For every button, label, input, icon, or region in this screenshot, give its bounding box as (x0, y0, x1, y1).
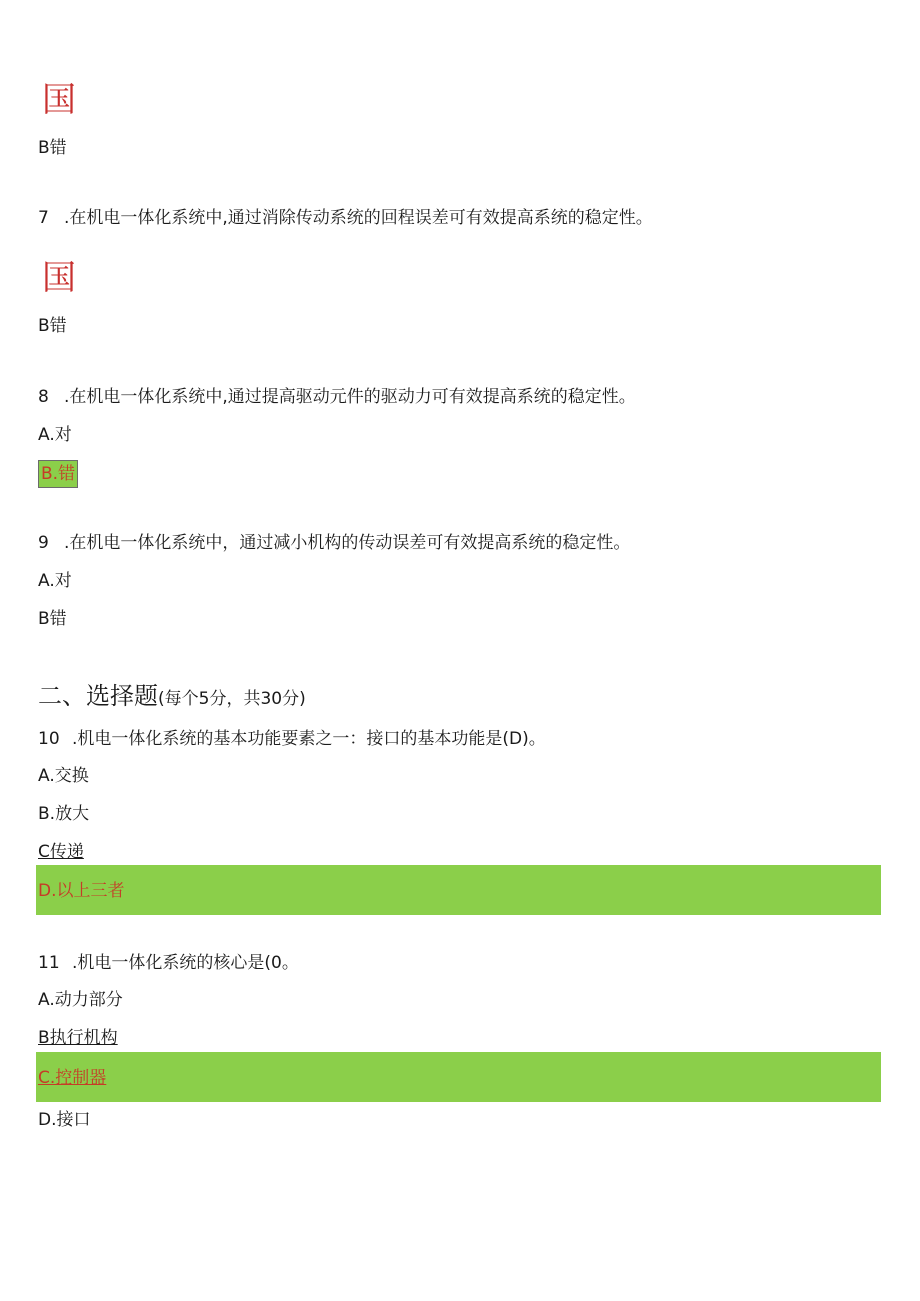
question-number: 7 (38, 208, 49, 228)
question-number: 10 (38, 729, 60, 749)
option-b: B.放大 (38, 804, 90, 824)
question-8 (38, 386, 636, 408)
option-c: C传递 (38, 842, 84, 862)
seal-icon: 国 (42, 80, 76, 120)
option-d-answer: D.以上三者 (38, 881, 125, 901)
question-text: .机电一体化系统的核心是(0。 (72, 953, 299, 973)
seal-icon: 国 (42, 258, 76, 298)
answer-highlight-q11 (36, 1052, 881, 1102)
option-d: D.接口 (38, 1110, 91, 1130)
question-10 (38, 728, 546, 750)
question-number: 9 (38, 533, 49, 553)
question-text: .机电一体化系统的基本功能要素之一：接口的基本功能是(D)。 (72, 729, 546, 749)
question-number: 11 (38, 953, 60, 973)
answer-highlight-q10 (36, 865, 881, 915)
option-a: A.对 (38, 571, 72, 591)
question-11 (38, 952, 299, 974)
question-text: .在机电一体化系统中,通过消除传动系统的回程误差可有效提高系统的稳定性。 (64, 208, 653, 228)
question-number: 8 (38, 387, 49, 407)
option-c-answer: C.控制器 (38, 1068, 107, 1088)
option-b: B错 (38, 316, 67, 336)
section-note: (每个5分，共30分) (158, 689, 306, 709)
question-9 (38, 532, 630, 554)
option-a: A.交换 (38, 766, 89, 786)
question-text: .在机电一体化系统中，通过减小机构的传动误差可有效提高系统的稳定性。 (64, 533, 631, 553)
option-b: B错 (38, 138, 67, 158)
option-b: B执行机构 (38, 1028, 118, 1048)
option-a: A.对 (38, 425, 72, 445)
question-text: .在机电一体化系统中,通过提高驱动元件的驱动力可有效提高系统的稳定性。 (64, 387, 636, 407)
option-b: B错 (38, 609, 67, 629)
section-heading (38, 681, 306, 714)
question-7 (38, 207, 653, 229)
option-a: A.动力部分 (38, 990, 123, 1010)
option-b-answer: B.错 (38, 460, 78, 488)
section-title: 二、选择题 (38, 682, 158, 710)
